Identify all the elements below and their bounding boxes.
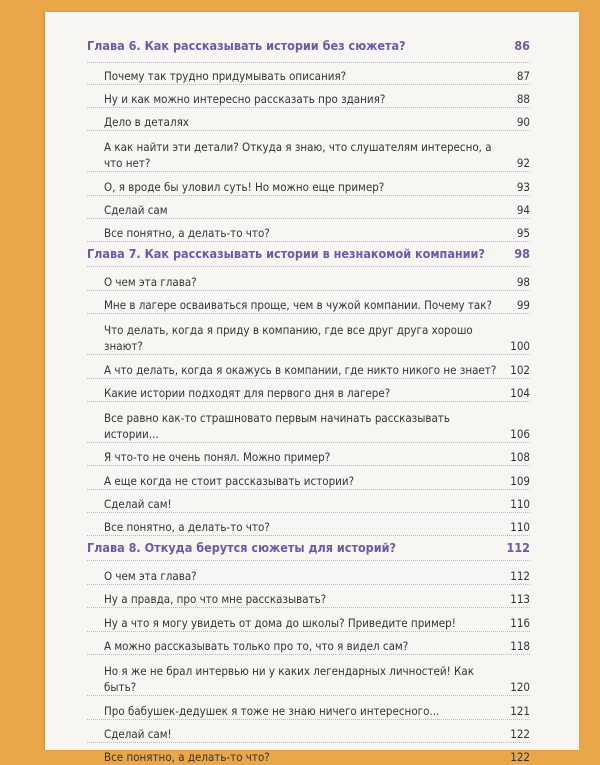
entry-title: Ну а правда, про что мне рассказывать? bbox=[104, 592, 327, 606]
entry-page-number: 122 bbox=[510, 727, 530, 741]
entry-page-number: 106 bbox=[510, 427, 530, 441]
entry-title: О чем эта глава? bbox=[104, 275, 197, 289]
entry-title: А можно рассказывать только про то, что я видел сам? bbox=[104, 639, 409, 653]
entry-page-number: 95 bbox=[516, 226, 530, 240]
chapter-page-number: 98 bbox=[514, 246, 530, 261]
entry-page-number: 104 bbox=[510, 386, 530, 400]
toc-entry bbox=[87, 313, 530, 354]
entry-title: Ну а что я могу увидеть от дома до школы? Приведите пример! bbox=[104, 616, 456, 630]
entry-page-number: 90 bbox=[516, 115, 530, 129]
toc-entry bbox=[87, 465, 530, 489]
entry-page-number: 108 bbox=[510, 450, 530, 464]
toc-entry bbox=[87, 560, 530, 584]
entry-title: Я что-то не очень понял. Можно пример? bbox=[104, 450, 331, 464]
entry-page-number: 94 bbox=[516, 203, 530, 217]
entry-page-number: 116 bbox=[510, 616, 530, 630]
toc-entry bbox=[87, 195, 530, 218]
toc-entry bbox=[87, 62, 530, 84]
book-page bbox=[45, 12, 579, 764]
chapter-heading bbox=[87, 241, 530, 266]
toc-entry bbox=[87, 489, 530, 512]
toc-entry bbox=[87, 401, 530, 442]
table-of-contents bbox=[87, 38, 530, 765]
entry-title: Но я же не брал интервью ни у каких легендарных личностей! Как быть? bbox=[104, 664, 474, 694]
toc-entry bbox=[87, 266, 530, 290]
entry-title: Какие истории подходят для первого дня в лагере? bbox=[104, 386, 391, 400]
toc-entry bbox=[87, 584, 530, 607]
entry-title: А что делать, когда я окажусь в компании, где никто никого не знает? bbox=[104, 363, 497, 377]
toc-entry bbox=[87, 171, 530, 195]
toc-entry bbox=[87, 607, 530, 631]
chapter-page-number: 86 bbox=[514, 38, 530, 53]
entry-title: Мне в лагере осваиваться проще, чем в чужой компании. Почему так? bbox=[104, 298, 493, 312]
entry-title: Ну и как можно интересно рассказать про здания? bbox=[104, 92, 386, 106]
entry-page-number: 110 bbox=[510, 497, 530, 511]
chapter-page-number: 112 bbox=[506, 540, 530, 555]
entry-page-number: 99 bbox=[516, 298, 530, 312]
entry-page-number: 113 bbox=[510, 592, 530, 606]
toc-entry bbox=[87, 130, 530, 171]
toc-entry bbox=[87, 695, 530, 719]
toc-entry bbox=[87, 719, 530, 742]
toc-entry bbox=[87, 290, 530, 313]
entry-page-number: 93 bbox=[516, 180, 530, 194]
toc-entry bbox=[87, 654, 530, 695]
entry-page-number: 88 bbox=[516, 92, 530, 106]
toc-entry bbox=[87, 84, 530, 107]
toc-entry bbox=[87, 512, 530, 535]
entry-title: О, я вроде бы уловил суть! Но можно еще пример? bbox=[104, 180, 385, 194]
chapter-heading bbox=[87, 535, 530, 560]
entry-page-number: 110 bbox=[510, 520, 530, 534]
entry-title: Почему так трудно придумывать описания? bbox=[104, 69, 347, 83]
entry-page-number: 92 bbox=[516, 156, 530, 170]
chapter-title: Глава 8. Откуда берутся сюжеты для историй? bbox=[87, 540, 397, 555]
toc-entry bbox=[87, 218, 530, 241]
entry-title: Все понятно, а делать-то что? bbox=[104, 750, 270, 764]
entry-page-number: 118 bbox=[510, 639, 530, 653]
entry-page-number: 122 bbox=[510, 750, 530, 764]
toc-entry bbox=[87, 378, 530, 401]
entry-title: А как найти эти детали? Откуда я знаю, что слушателям интересно, а что нет? bbox=[104, 140, 492, 170]
chapter-title: Глава 6. Как рассказывать истории без сюжета? bbox=[87, 38, 406, 53]
entry-page-number: 87 bbox=[516, 69, 530, 83]
entry-title: Про бабушек-дедушек я тоже не знаю ничего интересного... bbox=[104, 704, 440, 718]
toc-entry bbox=[87, 107, 530, 130]
entry-title: Все понятно, а делать-то что? bbox=[104, 520, 270, 534]
chapter-title: Глава 7. Как рассказывать истории в незнакомой компании? bbox=[87, 246, 485, 261]
entry-title: Все равно как-то страшновато первым начинать рассказывать истории... bbox=[104, 411, 450, 441]
entry-title: А еще когда не стоит рассказывать истории? bbox=[104, 474, 355, 488]
entry-page-number: 98 bbox=[516, 275, 530, 289]
entry-page-number: 102 bbox=[510, 363, 530, 377]
toc-entry bbox=[87, 742, 530, 765]
entry-title: Сделай сам bbox=[104, 203, 168, 217]
entry-title: Что делать, когда я приду в компанию, где все друг друга хорошо знают? bbox=[104, 323, 473, 353]
entry-title: Все понятно, а делать-то что? bbox=[104, 226, 270, 240]
chapter-heading bbox=[87, 38, 530, 62]
entry-page-number: 109 bbox=[510, 474, 530, 488]
entry-title: Дело в деталях bbox=[104, 115, 189, 129]
entry-title: О чем эта глава? bbox=[104, 569, 197, 583]
toc-entry bbox=[87, 631, 530, 654]
entry-page-number: 120 bbox=[510, 680, 530, 694]
toc-entry bbox=[87, 442, 530, 465]
entry-title: Сделай сам! bbox=[104, 497, 172, 511]
toc-entry bbox=[87, 354, 530, 378]
entry-page-number: 121 bbox=[510, 704, 530, 718]
entry-title: Сделай сам! bbox=[104, 727, 172, 741]
entry-page-number: 112 bbox=[510, 569, 530, 583]
entry-page-number: 100 bbox=[510, 339, 530, 353]
